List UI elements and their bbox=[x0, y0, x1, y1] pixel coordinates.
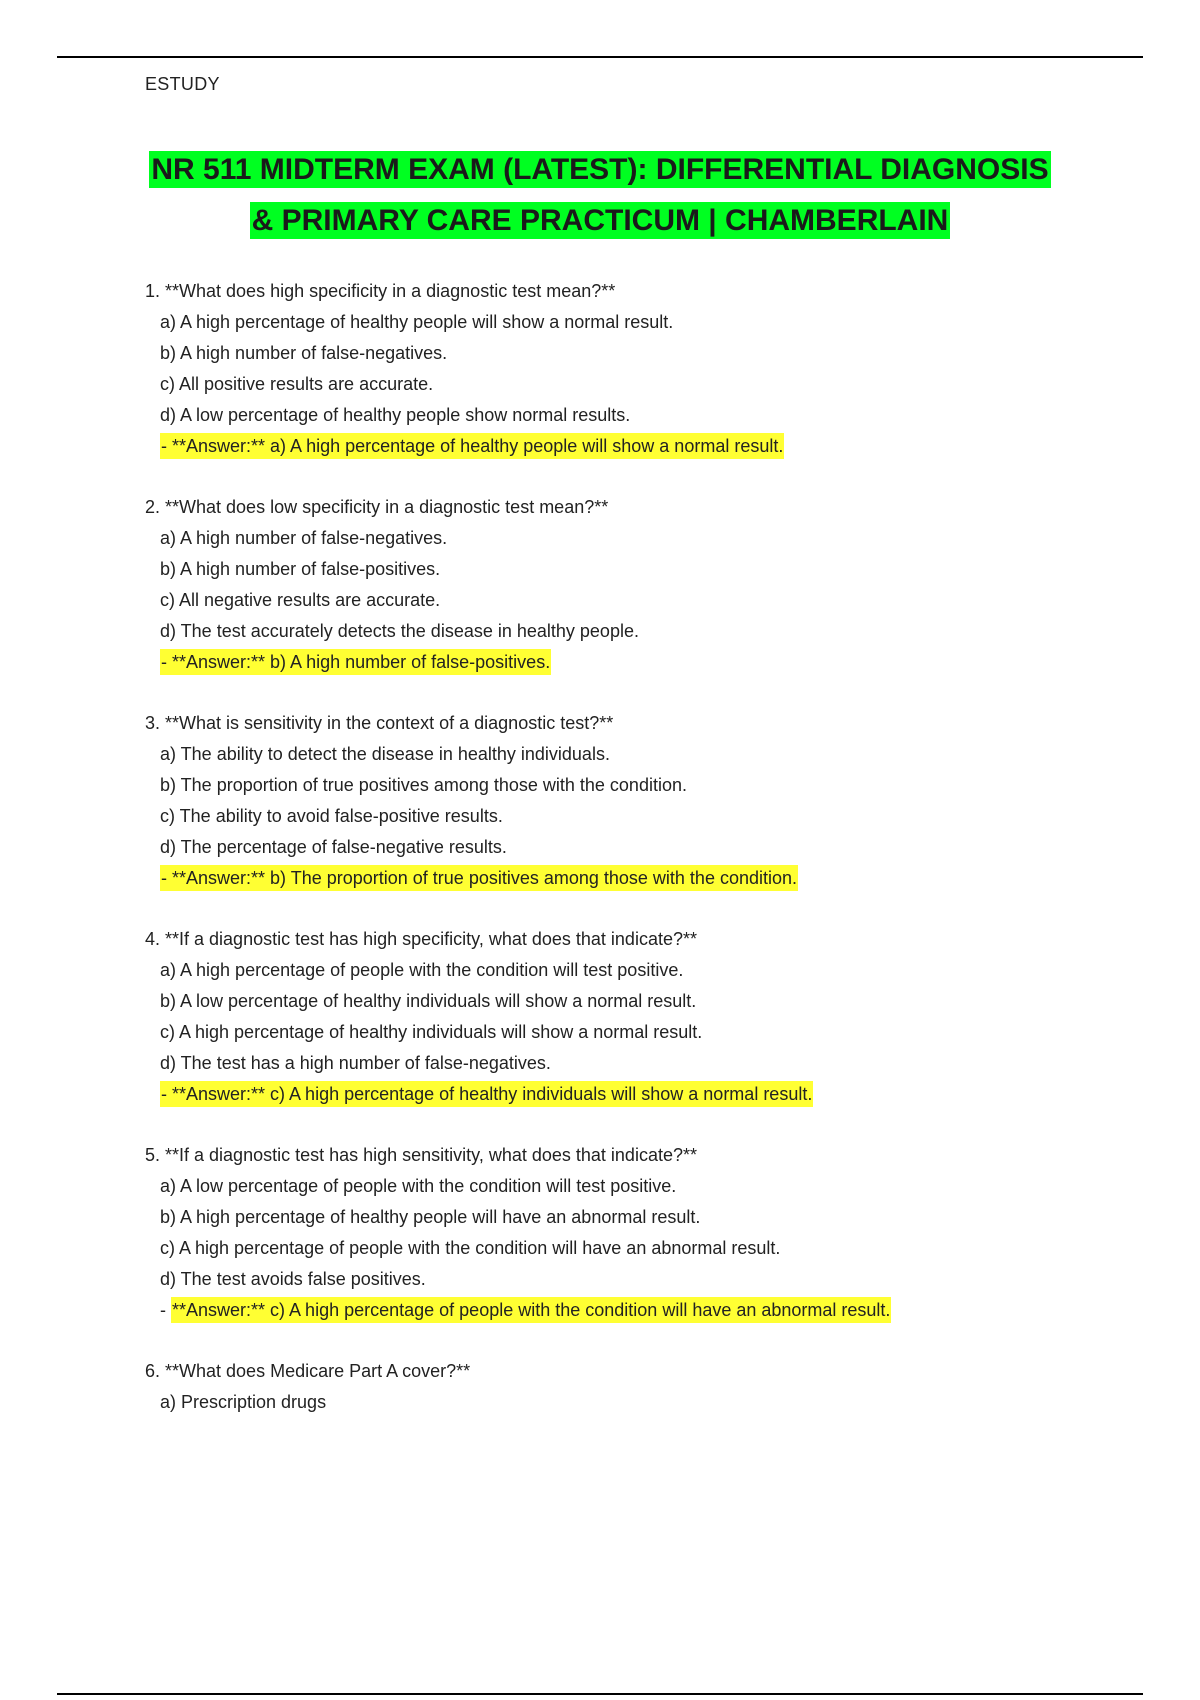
title-line-2: & PRIMARY CARE PRACTICUM | CHAMBERLAIN bbox=[251, 204, 949, 237]
option-b: b) A low percentage of healthy individuals will show a normal result. bbox=[160, 991, 697, 1011]
answer-line bbox=[145, 431, 1145, 462]
question-5 bbox=[145, 1140, 1145, 1326]
question-text: 1. **What does high specificity in a diagnostic test mean?** bbox=[145, 281, 616, 301]
option-list bbox=[145, 1387, 1145, 1418]
answer-highlight: - **Answer:** c) A high percentage of healthy individuals will show a normal result. bbox=[160, 1081, 813, 1107]
question-text: 2. **What does low specificity in a diagnostic test mean?** bbox=[145, 497, 609, 517]
option-a: a) Prescription drugs bbox=[160, 1392, 327, 1412]
answer-prefix: - bbox=[160, 1300, 171, 1320]
question-text: 5. **If a diagnostic test has high sensitivity, what does that indicate?** bbox=[145, 1145, 697, 1165]
option-c: c) All negative results are accurate. bbox=[160, 590, 441, 610]
option-b: b) A high number of false-negatives. bbox=[160, 343, 448, 363]
option-a: a) A high percentage of healthy people will show a normal result. bbox=[160, 312, 674, 332]
document-title bbox=[100, 144, 1100, 246]
answer-line bbox=[145, 1079, 1145, 1110]
question-3 bbox=[145, 708, 1145, 894]
option-c: c) A high percentage of healthy individuals will show a normal result. bbox=[160, 1022, 703, 1042]
option-d: d) The test accurately detects the disease in healthy people. bbox=[160, 621, 639, 641]
option-c: c) All positive results are accurate. bbox=[160, 374, 434, 394]
option-d: d) The percentage of false-negative results. bbox=[160, 837, 507, 857]
question-6 bbox=[145, 1356, 1145, 1418]
option-c: c) The ability to avoid false-positive results. bbox=[160, 806, 503, 826]
top-rule bbox=[57, 56, 1143, 58]
option-a: a) A high number of false-negatives. bbox=[160, 528, 448, 548]
title-line-1: NR 511 MIDTERM EXAM (LATEST): DIFFERENTIAL DIAGNOSIS bbox=[151, 153, 1049, 186]
bottom-rule bbox=[57, 1693, 1143, 1695]
option-a: a) A low percentage of people with the condition will test positive. bbox=[160, 1176, 677, 1196]
option-b: b) The proportion of true positives among those with the condition. bbox=[160, 775, 687, 795]
answer-highlight: - **Answer:** b) The proportion of true positives among those with the condition. bbox=[160, 865, 798, 891]
question-4 bbox=[145, 924, 1145, 1110]
answer-highlight: - **Answer:** b) A high number of false-positives. bbox=[160, 649, 551, 675]
option-list bbox=[145, 523, 1145, 647]
option-b: b) A high number of false-positives. bbox=[160, 559, 441, 579]
option-c: c) A high percentage of people with the condition will have an abnormal result. bbox=[160, 1238, 781, 1258]
option-d: d) A low percentage of healthy people show normal results. bbox=[160, 405, 631, 425]
option-a: a) The ability to detect the disease in healthy individuals. bbox=[160, 744, 610, 764]
option-list bbox=[145, 739, 1145, 863]
answer-highlight: - **Answer:** a) A high percentage of healthy people will show a normal result. bbox=[160, 433, 784, 459]
answer-line bbox=[145, 863, 1145, 894]
question-text: 3. **What is sensitivity in the context of a diagnostic test?** bbox=[145, 713, 614, 733]
option-b: b) A high percentage of healthy people will have an abnormal result. bbox=[160, 1207, 701, 1227]
answer-line bbox=[145, 1295, 1145, 1326]
question-2 bbox=[145, 492, 1145, 678]
question-text: 6. **What does Medicare Part A cover?** bbox=[145, 1361, 471, 1381]
option-list bbox=[145, 307, 1145, 431]
option-list bbox=[145, 955, 1145, 1079]
answer-highlight: **Answer:** c) A high percentage of people with the condition will have an abnormal result. bbox=[171, 1297, 891, 1323]
answer-line bbox=[145, 647, 1145, 678]
question-text: 4. **If a diagnostic test has high specificity, what does that indicate?** bbox=[145, 929, 697, 949]
question-1 bbox=[145, 276, 1145, 462]
option-list bbox=[145, 1171, 1145, 1295]
option-d: d) The test avoids false positives. bbox=[160, 1269, 426, 1289]
option-a: a) A high percentage of people with the condition will test positive. bbox=[160, 960, 684, 980]
option-d: d) The test has a high number of false-negatives. bbox=[160, 1053, 551, 1073]
question-list bbox=[145, 276, 1145, 1448]
document-header: ESTUDY bbox=[145, 74, 220, 94]
